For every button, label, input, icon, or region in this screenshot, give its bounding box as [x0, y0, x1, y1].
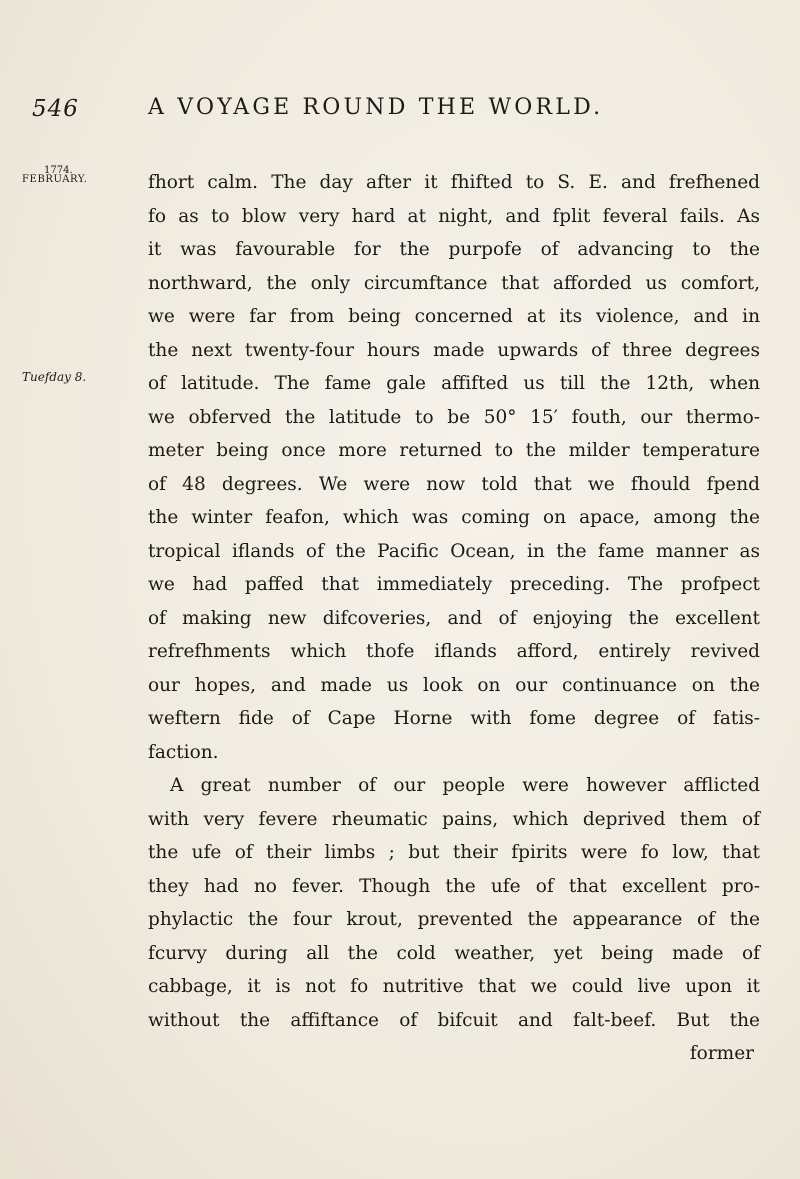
margin-year: 1774. [44, 165, 73, 176]
text-line: the next twenty-four hours made upwards of three degrees [148, 339, 760, 361]
text-line: weftern fide of Cape Horne with fome degree of fatis- [148, 708, 760, 729]
catchword: former [689, 1043, 754, 1064]
text-line: A great number of our people were however afflicted [170, 775, 760, 796]
text-line: phylactic the four krout, prevented the appearance of the [148, 909, 760, 930]
text-line: cabbage, it is not fo nutritive that we could live upon it [148, 976, 760, 997]
text-line: fcurvy during all the cold weather, yet being made of [148, 942, 760, 964]
text-line: we obferved the latitude to be 50° 15′ fouth, our thermo- [148, 406, 760, 428]
margin-day: Tuefday 8. [22, 370, 87, 384]
text-line: fo as to blow very hard at night, and fplit feveral fails. As [148, 205, 760, 227]
text-line: refrefhments which thofe iflands afford, entirely revived [148, 641, 760, 662]
text-line: it was favourable for the purpofe of advancing to the [148, 239, 760, 260]
text-line: the winter feafon, which was coming on apace, among the [148, 507, 760, 528]
text-line: of making new difcoveries, and of enjoying the excellent [148, 607, 760, 629]
page-number: 546 [32, 96, 79, 122]
text-line: fhort calm. The day after it fhifted to S. E. and frefhened [148, 172, 760, 193]
text-line: with very fevere rheumatic pains, which deprived them of [148, 808, 760, 830]
text-line: meter being once more returned to the milder temperature [148, 440, 760, 461]
text-line: we had paffed that immediately preceding. The profpect [148, 574, 760, 595]
text-line: they had no fever. Though the ufe of that excellent pro- [148, 875, 760, 897]
text-line: of 48 degrees. We were now told that we fhould fpend [148, 473, 760, 495]
margin-month: FEBRUARY. [22, 174, 88, 185]
text-line: the ufe of their limbs ; but their fpirits were fo low, that [148, 842, 760, 863]
text-line: faction. [148, 741, 219, 763]
body-text [148, 166, 760, 1071]
text-line: our hopes, and made us look on our continuance on the [148, 674, 760, 696]
text-line: without the affiftance of bifcuit and falt-beef. But the [148, 1009, 760, 1031]
text-line: northward, the only circumftance that afforded us comfort, [148, 272, 760, 294]
text-line: of latitude. The fame gale affifted us till the 12th, when [148, 373, 760, 394]
running-head: A VOYAGE ROUND THE WORLD. [148, 95, 604, 120]
text-line: we were far from being concerned at its violence, and in [148, 306, 760, 327]
text-line: tropical iflands of the Pacific Ocean, in the fame manner as [148, 540, 760, 562]
